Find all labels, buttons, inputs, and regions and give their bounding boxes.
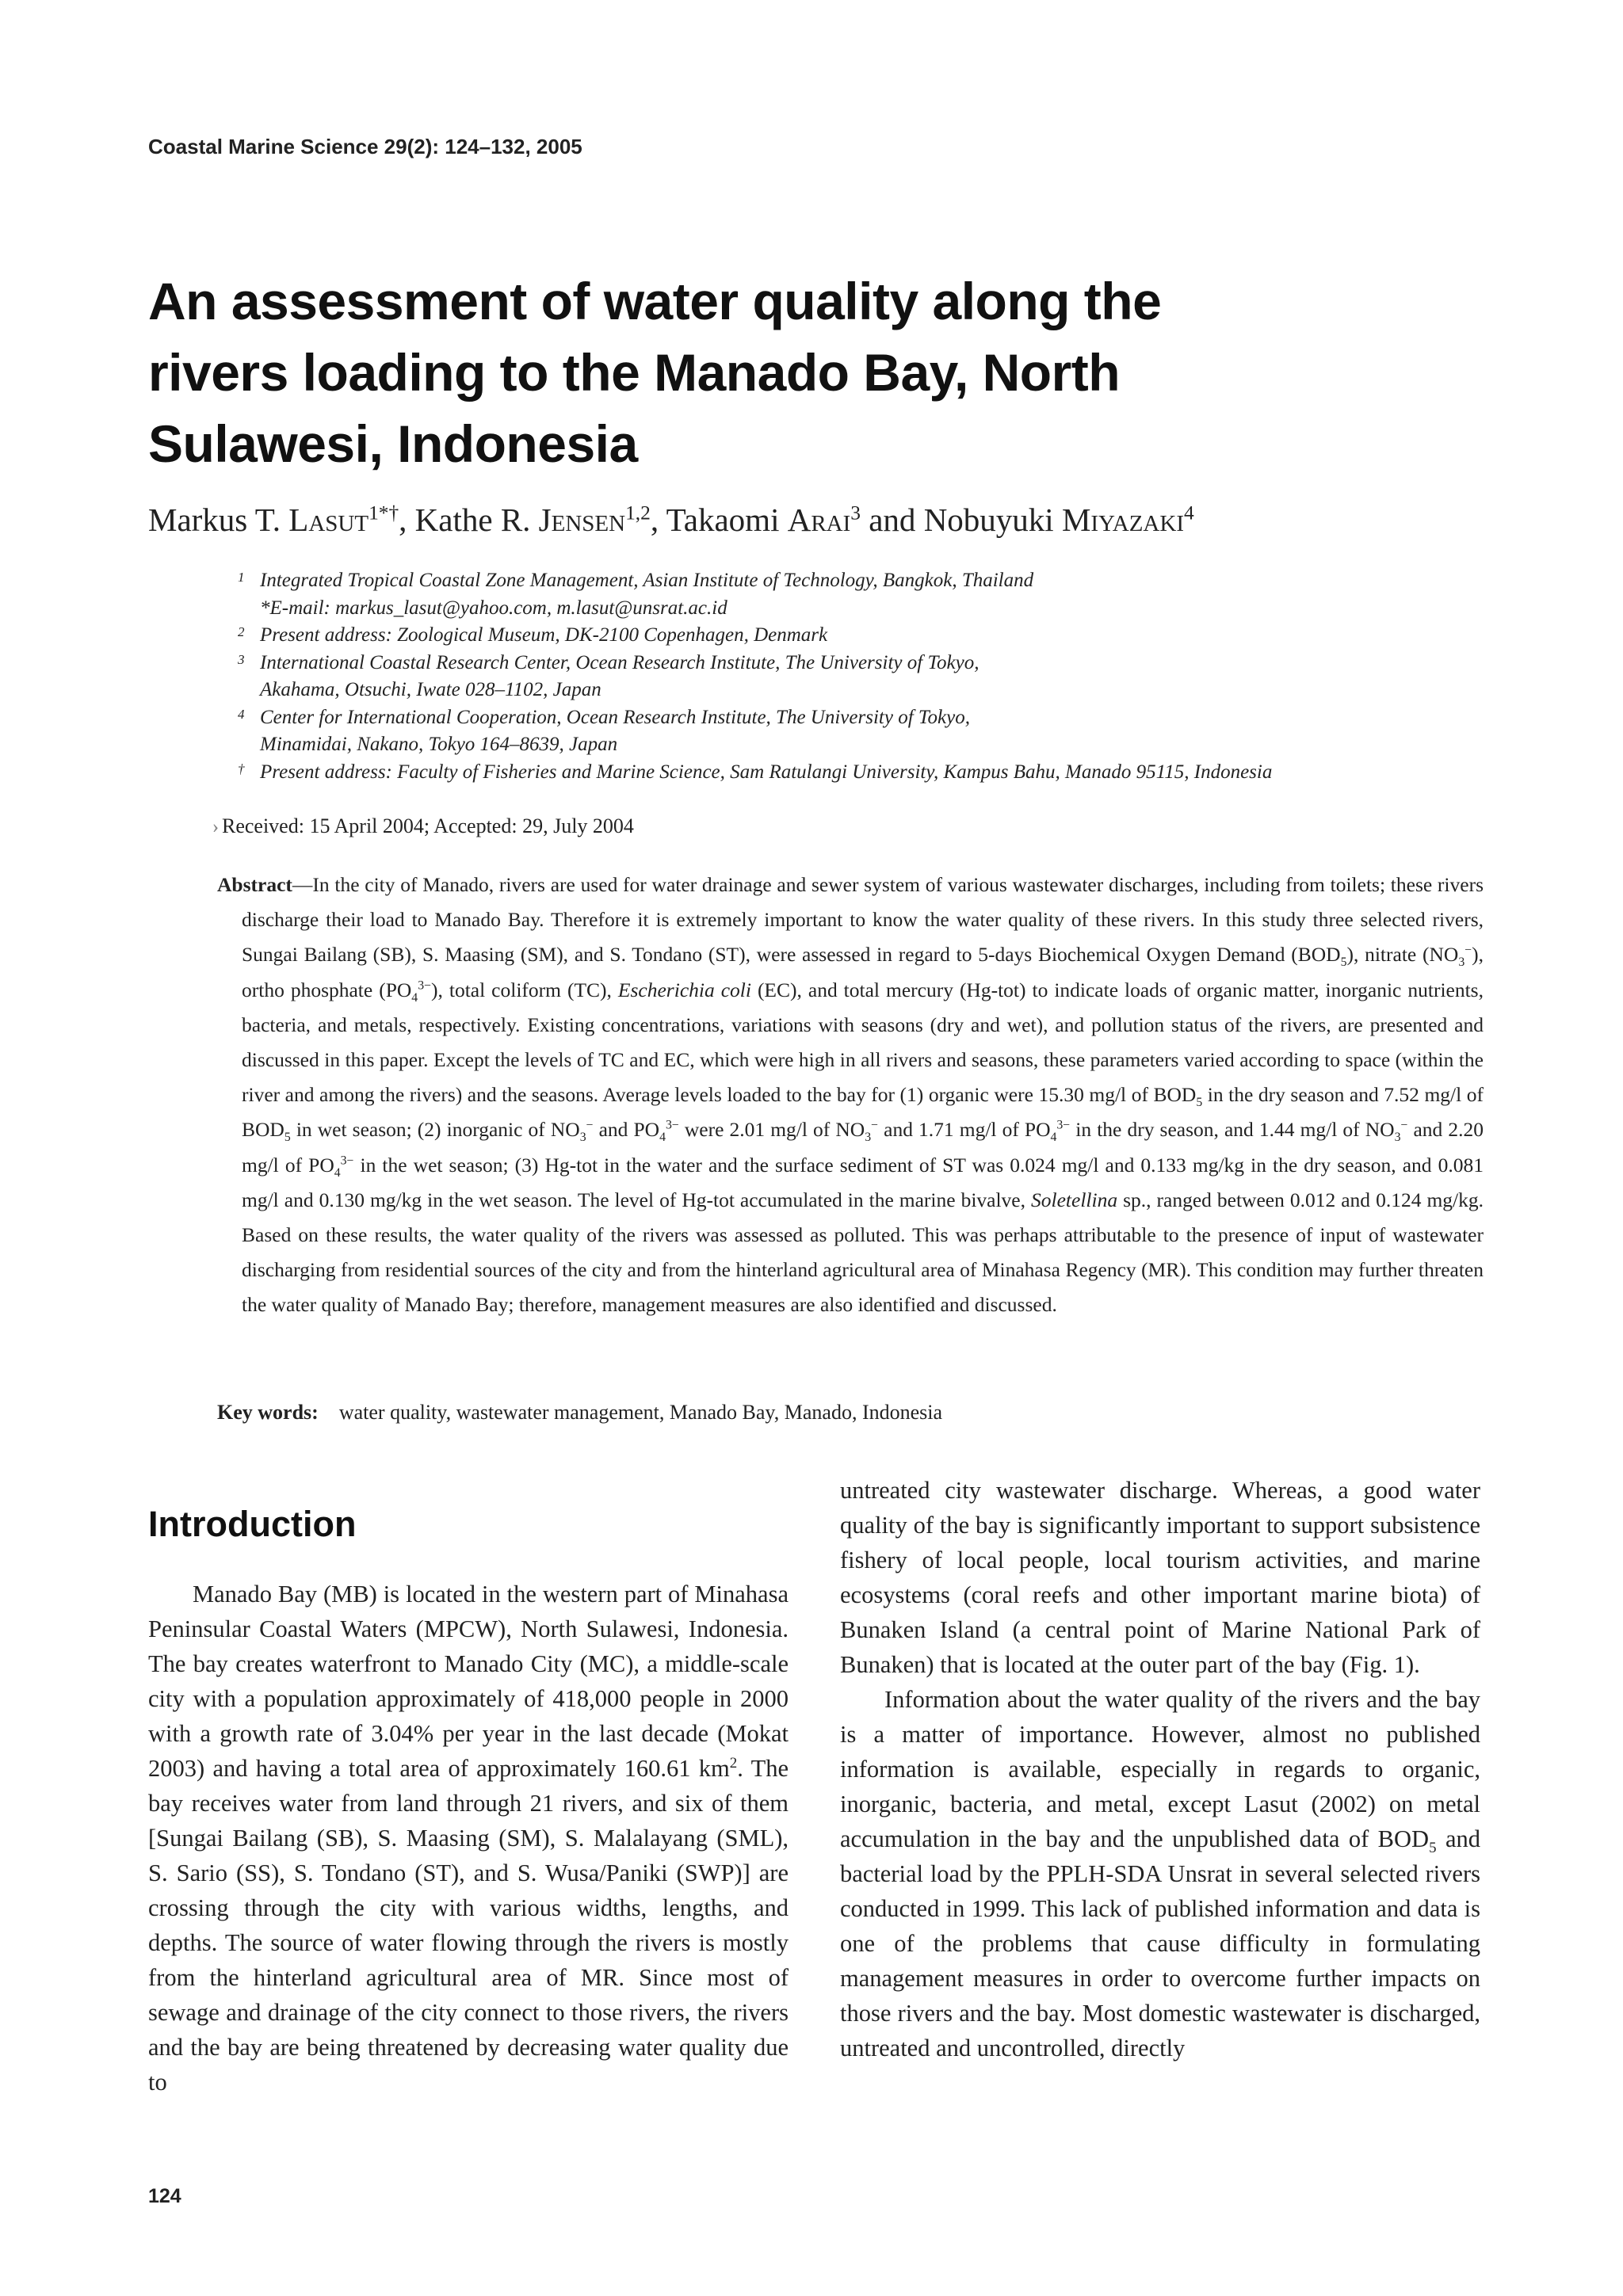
paragraph: Information about the water quality of the rivers and the bay is a matter of importance. However, almost no published information is available, especially in regards to organic, inorganic, bacteria, and metal, except Lasut (2002) on metal accumulation in the bay and the unpublished data of $BOD_5$ and bacterial load by the PPLH-SDA Unsrat in several selected rivers conducted in 1999. This lack of published information and data is one of the problems that cause difficulty in formulating management measures in order to overcome further impacts on those rivers and the bay. Most domestic wastewater is discharged, untreated and uncontrolled, directly bbox=[840, 1686, 1480, 2061]
author: Nobuyuki Miyazaki$^4$ bbox=[923, 502, 1194, 538]
journal-citation: Coastal Marine Science 29(2): 124–132, 2005 bbox=[148, 135, 582, 158]
paragraph: untreated city wastewater discharge. Whereas, a good water quality of the bay is significantly important to support subsistence fishery of local people, local tourism activities, and marine ecosystems (coral reefs and other important marine biota) of Bunaken Island (a central point of Marine National Park of Bunaken) that is located at the outer part of the bay (Fig. 1). bbox=[840, 1477, 1480, 1678]
body-column-left bbox=[148, 1577, 789, 2100]
affiliation-line: † Present address: Faculty of Fisheries and Marine Science, Sam Ratulangi University, Kampus Bahu, Manado 95115, Indonesia bbox=[238, 761, 1273, 783]
section-heading-introduction: Introduction bbox=[148, 1504, 357, 1544]
body-column-right bbox=[840, 1473, 1480, 2065]
abstract-text: In the city of Manado, rivers are used for water drainage and sewer system of various wastewater discharges, including from toilets; these rivers discharge their load to Manado Bay. Therefore it is extremely important to know the water quality of these rivers. In this study three selected rivers, Sungai Bailang (SB), S. Maasing (SM), and S. Tondano (ST), were assessed in regard to 5-days Biochemical Oxygen Demand $(BOD_5)$, nitrate $(NO_3^-)$, ortho phosphate $(PO_4^{3-})$, total coliform (TC), Escherichia coli (EC), and total mercury (Hg-tot) to indicate loads of organic matter, inorganic nutrients, bacteria, and metals, respectively. Existing concentrations, variations with seasons (dry and wet), and pollution status of the rivers, are presented and discussed in this paper. Except the levels of TC and EC, which were high in all rivers and seasons, these parameters varied according to space (within the river and among the rivers) and the seasons. Average levels loaded to the bay for (1) organic were 15.30 mg/l of $BOD_5$ in the dry season and 7.52 mg/l of $BOD_5$ in wet season; (2) inorganic of $NO_3^-$ and $PO_4^{3-}$ were 2.01 mg/l of $NO_3^-$ and 1.71 mg/l of $PO_4^{3-}$ in the dry season, and 1.44 mg/l of $NO_3^-$ and 2.20 mg/l of $PO_4^{3-}$ in the wet season; (3) Hg-tot in the water and the surface sediment of ST was 0.024 mg/l and 0.133 mg/kg in the dry season, and 0.081 mg/l and 0.130 mg/kg in the wet season. The level of Hg-tot accumulated in the marine bivalve, Soletellina sp., ranged between 0.012 and 0.124 mg/kg. Based on these results, the water quality of the rivers was assessed as polluted. This was perhaps attributable to the presence of input of wastewater discharging from residential sources of the city and from the hinterland agricultural area of Minahasa Regency (MR). This condition may further threaten the water quality of Manado Bay; therefore, management measures are also identified and discussed. bbox=[242, 873, 1484, 1317]
keywords-label: Key words: bbox=[217, 1401, 319, 1424]
paper-title: An assessment of water quality along the rivers loading to the Manado Bay, North Sulawesi, Indonesia bbox=[148, 272, 1162, 473]
author: Markus T. Lasut$^{1*\dagger}$ bbox=[148, 502, 399, 538]
affiliation-line: Minamidai, Nakano, Tokyo 164–8639, Japan bbox=[260, 734, 618, 755]
abstract: Abstract—In the city of Manado, rivers are used for water drainage and sewer system of various wastewater discharges, including from toilets; these rivers discharge their load to Manado Bay. Therefore it is extremely important to know the water quality of these rivers. In this study three selected rivers, Sungai Bailang (SB), S. Maasing (SM), and S. Tondano (ST), were assessed in regard to 5-days Biochemical Oxygen Demand $(BOD_5)$, nitrate $(NO_3^-)$, ortho phosphate $(PO_4^{3-})$, total coliform (TC), Escherichia coli (EC), and total mercury (Hg-tot) to indicate loads of organic matter, inorganic nutrients, bacteria, and metals, respectively. Existing concentrations, variations with seasons (dry and wet), and pollution status of the rivers, are presented and discussed in this paper. Except the levels of TC and EC, which were high in all rivers and seasons, these parameters varied according to space (within the river and among the rivers) and the seasons. Average levels loaded to the bay for (1) organic were 15.30 mg/l of $BOD_5$ in the dry season and 7.52 mg/l of $BOD_5$ in wet season; (2) inorganic of $NO_3^-$ and $PO_4^{3-}$ were 2.01 mg/l of $NO_3^-$ and 1.71 mg/l of $PO_4^{3-}$ in the dry season, and 1.44 mg/l of $NO_3^-$ and 2.20 mg/l of $PO_4^{3-}$ in the wet season; (3) Hg-tot in the water and the surface sediment of ST was 0.024 mg/l and 0.133 mg/kg in the dry season, and 0.081 mg/l and 0.130 mg/kg in the wet season. The level of Hg-tot accumulated in the marine bivalve, Soletellina sp., ranged between 0.012 and 0.124 mg/kg. Based on these results, the water quality of the rivers was assessed as polluted. This was perhaps attributable to the presence of input of wastewater discharging from residential sources of the city and from the hinterland agricultural area of Minahasa Regency (MR). This condition may further threaten the water quality of Manado Bay; therefore, management measures are also identified and discussed. bbox=[217, 873, 1484, 1317]
received-dates: Received: 15 April 2004; Accepted: 29, July 2004 bbox=[222, 814, 634, 837]
page-number: 124 bbox=[148, 2185, 181, 2207]
affiliation-line: 3 International Coastal Research Center, Ocean Research Institute, The University of Tokyo, bbox=[238, 651, 980, 673]
author: Takaomi Arai$^3$ bbox=[666, 502, 861, 538]
author: Kathe R. Jensen$^{1,2}$ bbox=[414, 502, 651, 538]
affiliation-line: 4 Center for International Cooperation, Ocean Research Institute, The University of Tokyo, bbox=[238, 706, 970, 728]
abstract-label: Abstract bbox=[217, 873, 292, 896]
affiliation-line: Akahama, Otsuchi, Iwate 028–1102, Japan bbox=[260, 679, 601, 700]
affiliations bbox=[238, 567, 1585, 786]
affiliation-line: *E-mail: markus_lasut@yahoo.com, m.lasut@unsrat.ac.id bbox=[260, 597, 727, 619]
paragraph: Manado Bay (MB) is located in the western part of Minahasa Peninsular Coastal Waters (MPCW), North Sulawesi, Indonesia. The bay creates waterfront to Manado City (MC), a middle-scale city with a population approximately of 418,000 people in 2000 with a growth rate of 3.04% per year in the last decade (Mokat 2003) and having a total area of approximately 160.61 $km^2$. The bay receives water from land through 21 rivers, and six of them [Sungai Bailang (SB), S. Maasing (SM), S. Malalayang (SML), S. Sario (SS), S. Tondano (ST), and S. Wusa/Paniki (SWP)] are crossing through the city with various widths, lengths, and depths. The source of water flowing through the rivers is mostly from the hinterland agricultural area of MR. Since most of sewage and drainage of the city connect to those rivers, the rivers and the bay are being threatened by decreasing water quality due to bbox=[148, 1581, 789, 2096]
keywords-text: water quality, wastewater management, Manado Bay, Manado, Indonesia bbox=[338, 1401, 943, 1424]
affiliation-line: 1 Integrated Tropical Coastal Zone Management, Asian Institute of Technology, Bangkok, Thailand bbox=[238, 570, 1034, 591]
keywords bbox=[217, 1401, 942, 1425]
author-list: Markus T. Lasut$^{1*\dagger}$, Kathe R. Jensen$^{1,2}$, Takaomi Arai$^3$ and Nobuyuki Miyazaki$^4$ bbox=[148, 502, 1194, 538]
affiliation-line: 2 Present address: Zoological Museum, DK-2100 Copenhagen, Denmark bbox=[238, 624, 828, 646]
